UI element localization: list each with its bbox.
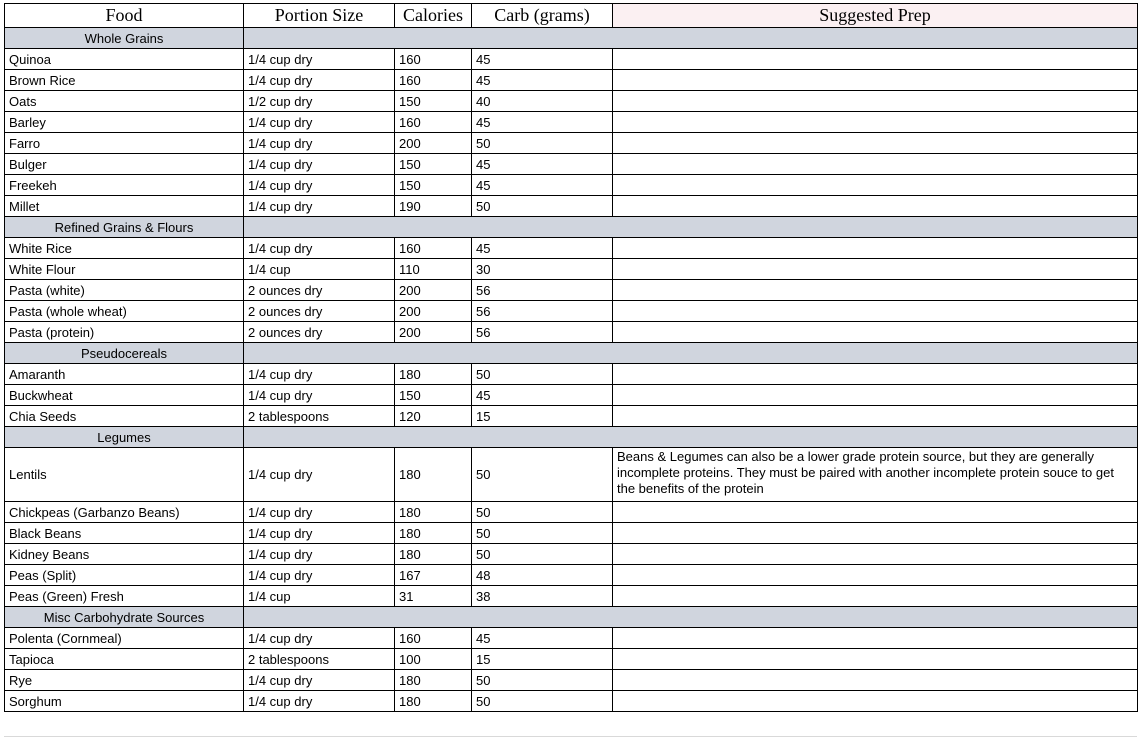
prep-cell[interactable] <box>613 502 1138 523</box>
portion-cell[interactable]: 1/4 cup dry <box>244 385 395 406</box>
portion-cell[interactable]: 1/4 cup dry <box>244 196 395 217</box>
calories-cell[interactable]: 180 <box>395 448 472 502</box>
calories-cell[interactable]: 180 <box>395 523 472 544</box>
food-cell[interactable]: Lentils <box>5 448 244 502</box>
category-cell[interactable]: Legumes <box>5 427 244 448</box>
food-cell[interactable]: Farro <box>5 133 244 154</box>
food-cell[interactable]: Rye <box>5 670 244 691</box>
calories-cell[interactable]: 180 <box>395 670 472 691</box>
food-cell[interactable]: Millet <box>5 196 244 217</box>
table-row <box>5 565 1138 586</box>
carbs-cell[interactable]: 40 <box>472 91 613 112</box>
prep-cell[interactable] <box>613 301 1138 322</box>
category-row <box>5 427 1138 448</box>
table-row <box>5 691 1138 712</box>
carbs-cell[interactable]: 50 <box>472 544 613 565</box>
prep-cell[interactable] <box>613 544 1138 565</box>
prep-cell[interactable] <box>613 238 1138 259</box>
prep-cell[interactable] <box>613 385 1138 406</box>
table-row <box>5 280 1138 301</box>
table-row <box>5 301 1138 322</box>
table-row <box>5 322 1138 343</box>
carb-food-table <box>4 3 1138 712</box>
carbs-cell[interactable]: 56 <box>472 301 613 322</box>
food-cell[interactable]: Pasta (white) <box>5 280 244 301</box>
portion-cell[interactable]: 1/4 cup dry <box>244 502 395 523</box>
portion-cell[interactable]: 1/4 cup dry <box>244 565 395 586</box>
portion-cell[interactable]: 1/4 cup dry <box>244 175 395 196</box>
portion-cell[interactable]: 1/4 cup dry <box>244 154 395 175</box>
calories-cell[interactable]: 160 <box>395 70 472 91</box>
portion-cell[interactable]: 1/4 cup dry <box>244 670 395 691</box>
carbs-cell[interactable]: 56 <box>472 280 613 301</box>
carbs-cell[interactable]: 30 <box>472 259 613 280</box>
portion-cell[interactable]: 1/4 cup dry <box>244 448 395 502</box>
prep-cell[interactable] <box>613 70 1138 91</box>
calories-cell[interactable]: 200 <box>395 322 472 343</box>
category-cell[interactable]: Whole Grains <box>5 28 244 49</box>
prep-cell[interactable] <box>613 133 1138 154</box>
calories-cell[interactable]: 100 <box>395 649 472 670</box>
prep-cell[interactable] <box>613 175 1138 196</box>
carbs-cell[interactable]: 48 <box>472 565 613 586</box>
sheet-gridline <box>4 736 1137 737</box>
prep-cell[interactable] <box>613 523 1138 544</box>
carbs-cell[interactable]: 50 <box>472 364 613 385</box>
table-row <box>5 523 1138 544</box>
calories-cell[interactable]: 160 <box>395 238 472 259</box>
category-cell[interactable]: Pseudocereals <box>5 343 244 364</box>
carbs-cell[interactable]: 45 <box>472 112 613 133</box>
food-cell[interactable]: Tapioca <box>5 649 244 670</box>
carbs-cell[interactable]: 45 <box>472 70 613 91</box>
portion-cell[interactable]: 1/4 cup dry <box>244 523 395 544</box>
carbs-cell[interactable]: 45 <box>472 154 613 175</box>
prep-cell[interactable] <box>613 628 1138 649</box>
table-row <box>5 196 1138 217</box>
table-row <box>5 175 1138 196</box>
calories-cell[interactable]: 167 <box>395 565 472 586</box>
calories-cell[interactable]: 150 <box>395 91 472 112</box>
table-row <box>5 670 1138 691</box>
calories-cell[interactable]: 160 <box>395 628 472 649</box>
food-cell[interactable]: Sorghum <box>5 691 244 712</box>
header-row <box>5 4 1138 28</box>
calories-cell[interactable]: 150 <box>395 175 472 196</box>
table-row <box>5 259 1138 280</box>
prep-cell[interactable] <box>613 49 1138 70</box>
table-row <box>5 586 1138 607</box>
food-cell[interactable]: Pasta (whole wheat) <box>5 301 244 322</box>
table-row <box>5 49 1138 70</box>
calories-cell[interactable]: 190 <box>395 196 472 217</box>
column-header-prep[interactable]: Suggested Prep <box>613 4 1138 28</box>
food-cell[interactable]: Freekeh <box>5 175 244 196</box>
table-row <box>5 502 1138 523</box>
column-header-food[interactable]: Food <box>5 4 244 28</box>
carbs-cell[interactable]: 50 <box>472 448 613 502</box>
calories-cell[interactable]: 160 <box>395 49 472 70</box>
prep-cell[interactable] <box>613 91 1138 112</box>
category-cell[interactable]: Refined Grains & Flours <box>5 217 244 238</box>
category-row <box>5 607 1138 628</box>
prep-cell[interactable] <box>613 154 1138 175</box>
portion-cell[interactable]: 2 ounces dry <box>244 322 395 343</box>
food-cell[interactable]: Chickpeas (Garbanzo Beans) <box>5 502 244 523</box>
column-header-calories[interactable]: Calories <box>395 4 472 28</box>
category-fill-cell[interactable] <box>244 607 1138 628</box>
table-row <box>5 544 1138 565</box>
food-cell[interactable]: Amaranth <box>5 364 244 385</box>
column-header-portion[interactable]: Portion Size <box>244 4 395 28</box>
table-row <box>5 649 1138 670</box>
calories-cell[interactable]: 200 <box>395 301 472 322</box>
table-row <box>5 406 1138 427</box>
carbs-cell[interactable]: 50 <box>472 523 613 544</box>
portion-cell[interactable]: 1/2 cup dry <box>244 91 395 112</box>
calories-cell[interactable]: 180 <box>395 544 472 565</box>
table-row <box>5 154 1138 175</box>
food-cell[interactable]: Buckwheat <box>5 385 244 406</box>
prep-cell[interactable] <box>613 649 1138 670</box>
carbs-cell[interactable]: 45 <box>472 49 613 70</box>
category-row <box>5 28 1138 49</box>
food-cell[interactable]: Peas (Split) <box>5 565 244 586</box>
prep-cell[interactable] <box>613 196 1138 217</box>
prep-cell[interactable] <box>613 565 1138 586</box>
category-row <box>5 343 1138 364</box>
portion-cell[interactable]: 2 tablespoons <box>244 406 395 427</box>
category-fill-cell[interactable] <box>244 427 1138 448</box>
category-cell[interactable]: Misc Carbohydrate Sources <box>5 607 244 628</box>
carbs-cell[interactable]: 50 <box>472 502 613 523</box>
portion-cell[interactable]: 2 ounces dry <box>244 280 395 301</box>
table-row <box>5 238 1138 259</box>
calories-cell[interactable]: 200 <box>395 133 472 154</box>
category-row <box>5 217 1138 238</box>
prep-cell[interactable] <box>613 364 1138 385</box>
category-fill-cell[interactable] <box>244 217 1138 238</box>
calories-cell[interactable]: 110 <box>395 259 472 280</box>
food-cell[interactable]: Brown Rice <box>5 70 244 91</box>
portion-cell[interactable]: 1/4 cup dry <box>244 49 395 70</box>
prep-cell[interactable] <box>613 259 1138 280</box>
portion-cell[interactable]: 1/4 cup dry <box>244 238 395 259</box>
food-cell[interactable]: Quinoa <box>5 49 244 70</box>
calories-cell[interactable]: 180 <box>395 364 472 385</box>
prep-cell[interactable] <box>613 112 1138 133</box>
food-cell[interactable]: Black Beans <box>5 523 244 544</box>
carbs-cell[interactable]: 45 <box>472 238 613 259</box>
carbs-cell[interactable]: 45 <box>472 385 613 406</box>
portion-cell[interactable]: 1/4 cup dry <box>244 364 395 385</box>
calories-cell[interactable]: 31 <box>395 586 472 607</box>
food-cell[interactable]: Pasta (protein) <box>5 322 244 343</box>
prep-cell[interactable] <box>613 322 1138 343</box>
food-cell[interactable]: White Flour <box>5 259 244 280</box>
table-body <box>5 28 1138 712</box>
food-cell[interactable]: Chia Seeds <box>5 406 244 427</box>
calories-cell[interactable]: 180 <box>395 502 472 523</box>
prep-cell[interactable]: Beans & Legumes can also be a lower grade protein source, but they are generally incomplete proteins. They must be paired with another incomplete protein souce to get the benefits of the protein <box>613 448 1138 502</box>
food-cell[interactable]: Polenta (Cornmeal) <box>5 628 244 649</box>
column-header-carbs[interactable]: Carb (grams) <box>472 4 613 28</box>
carbs-cell[interactable]: 38 <box>472 586 613 607</box>
food-cell[interactable]: Barley <box>5 112 244 133</box>
food-cell[interactable]: Bulger <box>5 154 244 175</box>
carbs-cell[interactable]: 56 <box>472 322 613 343</box>
table-row <box>5 448 1138 502</box>
food-cell[interactable]: Peas (Green) Fresh <box>5 586 244 607</box>
portion-cell[interactable]: 1/4 cup <box>244 586 395 607</box>
carbs-cell[interactable]: 45 <box>472 628 613 649</box>
table-row <box>5 112 1138 133</box>
prep-cell[interactable] <box>613 691 1138 712</box>
carbs-cell[interactable]: 50 <box>472 691 613 712</box>
calories-cell[interactable]: 180 <box>395 691 472 712</box>
portion-cell[interactable]: 1/4 cup dry <box>244 544 395 565</box>
portion-cell[interactable]: 1/4 cup dry <box>244 112 395 133</box>
portion-cell[interactable]: 2 ounces dry <box>244 301 395 322</box>
prep-cell[interactable] <box>613 406 1138 427</box>
portion-cell[interactable]: 1/4 cup dry <box>244 133 395 154</box>
calories-cell[interactable]: 160 <box>395 112 472 133</box>
table-row <box>5 385 1138 406</box>
food-cell[interactable]: White Rice <box>5 238 244 259</box>
carbs-cell[interactable]: 15 <box>472 649 613 670</box>
food-cell[interactable]: Kidney Beans <box>5 544 244 565</box>
food-cell[interactable]: Oats <box>5 91 244 112</box>
prep-cell[interactable] <box>613 586 1138 607</box>
portion-cell[interactable]: 1/4 cup <box>244 259 395 280</box>
prep-cell[interactable] <box>613 670 1138 691</box>
prep-cell[interactable] <box>613 280 1138 301</box>
calories-cell[interactable]: 150 <box>395 154 472 175</box>
table-row <box>5 70 1138 91</box>
table-row <box>5 91 1138 112</box>
calories-cell[interactable]: 120 <box>395 406 472 427</box>
table-row <box>5 133 1138 154</box>
carbs-cell[interactable]: 15 <box>472 406 613 427</box>
category-fill-cell[interactable] <box>244 28 1138 49</box>
portion-cell[interactable]: 1/4 cup dry <box>244 628 395 649</box>
portion-cell[interactable]: 1/4 cup dry <box>244 691 395 712</box>
carbs-cell[interactable]: 50 <box>472 133 613 154</box>
category-fill-cell[interactable] <box>244 343 1138 364</box>
table-row <box>5 364 1138 385</box>
calories-cell[interactable]: 150 <box>395 385 472 406</box>
calories-cell[interactable]: 200 <box>395 280 472 301</box>
carbs-cell[interactable]: 50 <box>472 670 613 691</box>
portion-cell[interactable]: 2 tablespoons <box>244 649 395 670</box>
portion-cell[interactable]: 1/4 cup dry <box>244 70 395 91</box>
carbs-cell[interactable]: 45 <box>472 175 613 196</box>
table-row <box>5 628 1138 649</box>
carbs-cell[interactable]: 50 <box>472 196 613 217</box>
